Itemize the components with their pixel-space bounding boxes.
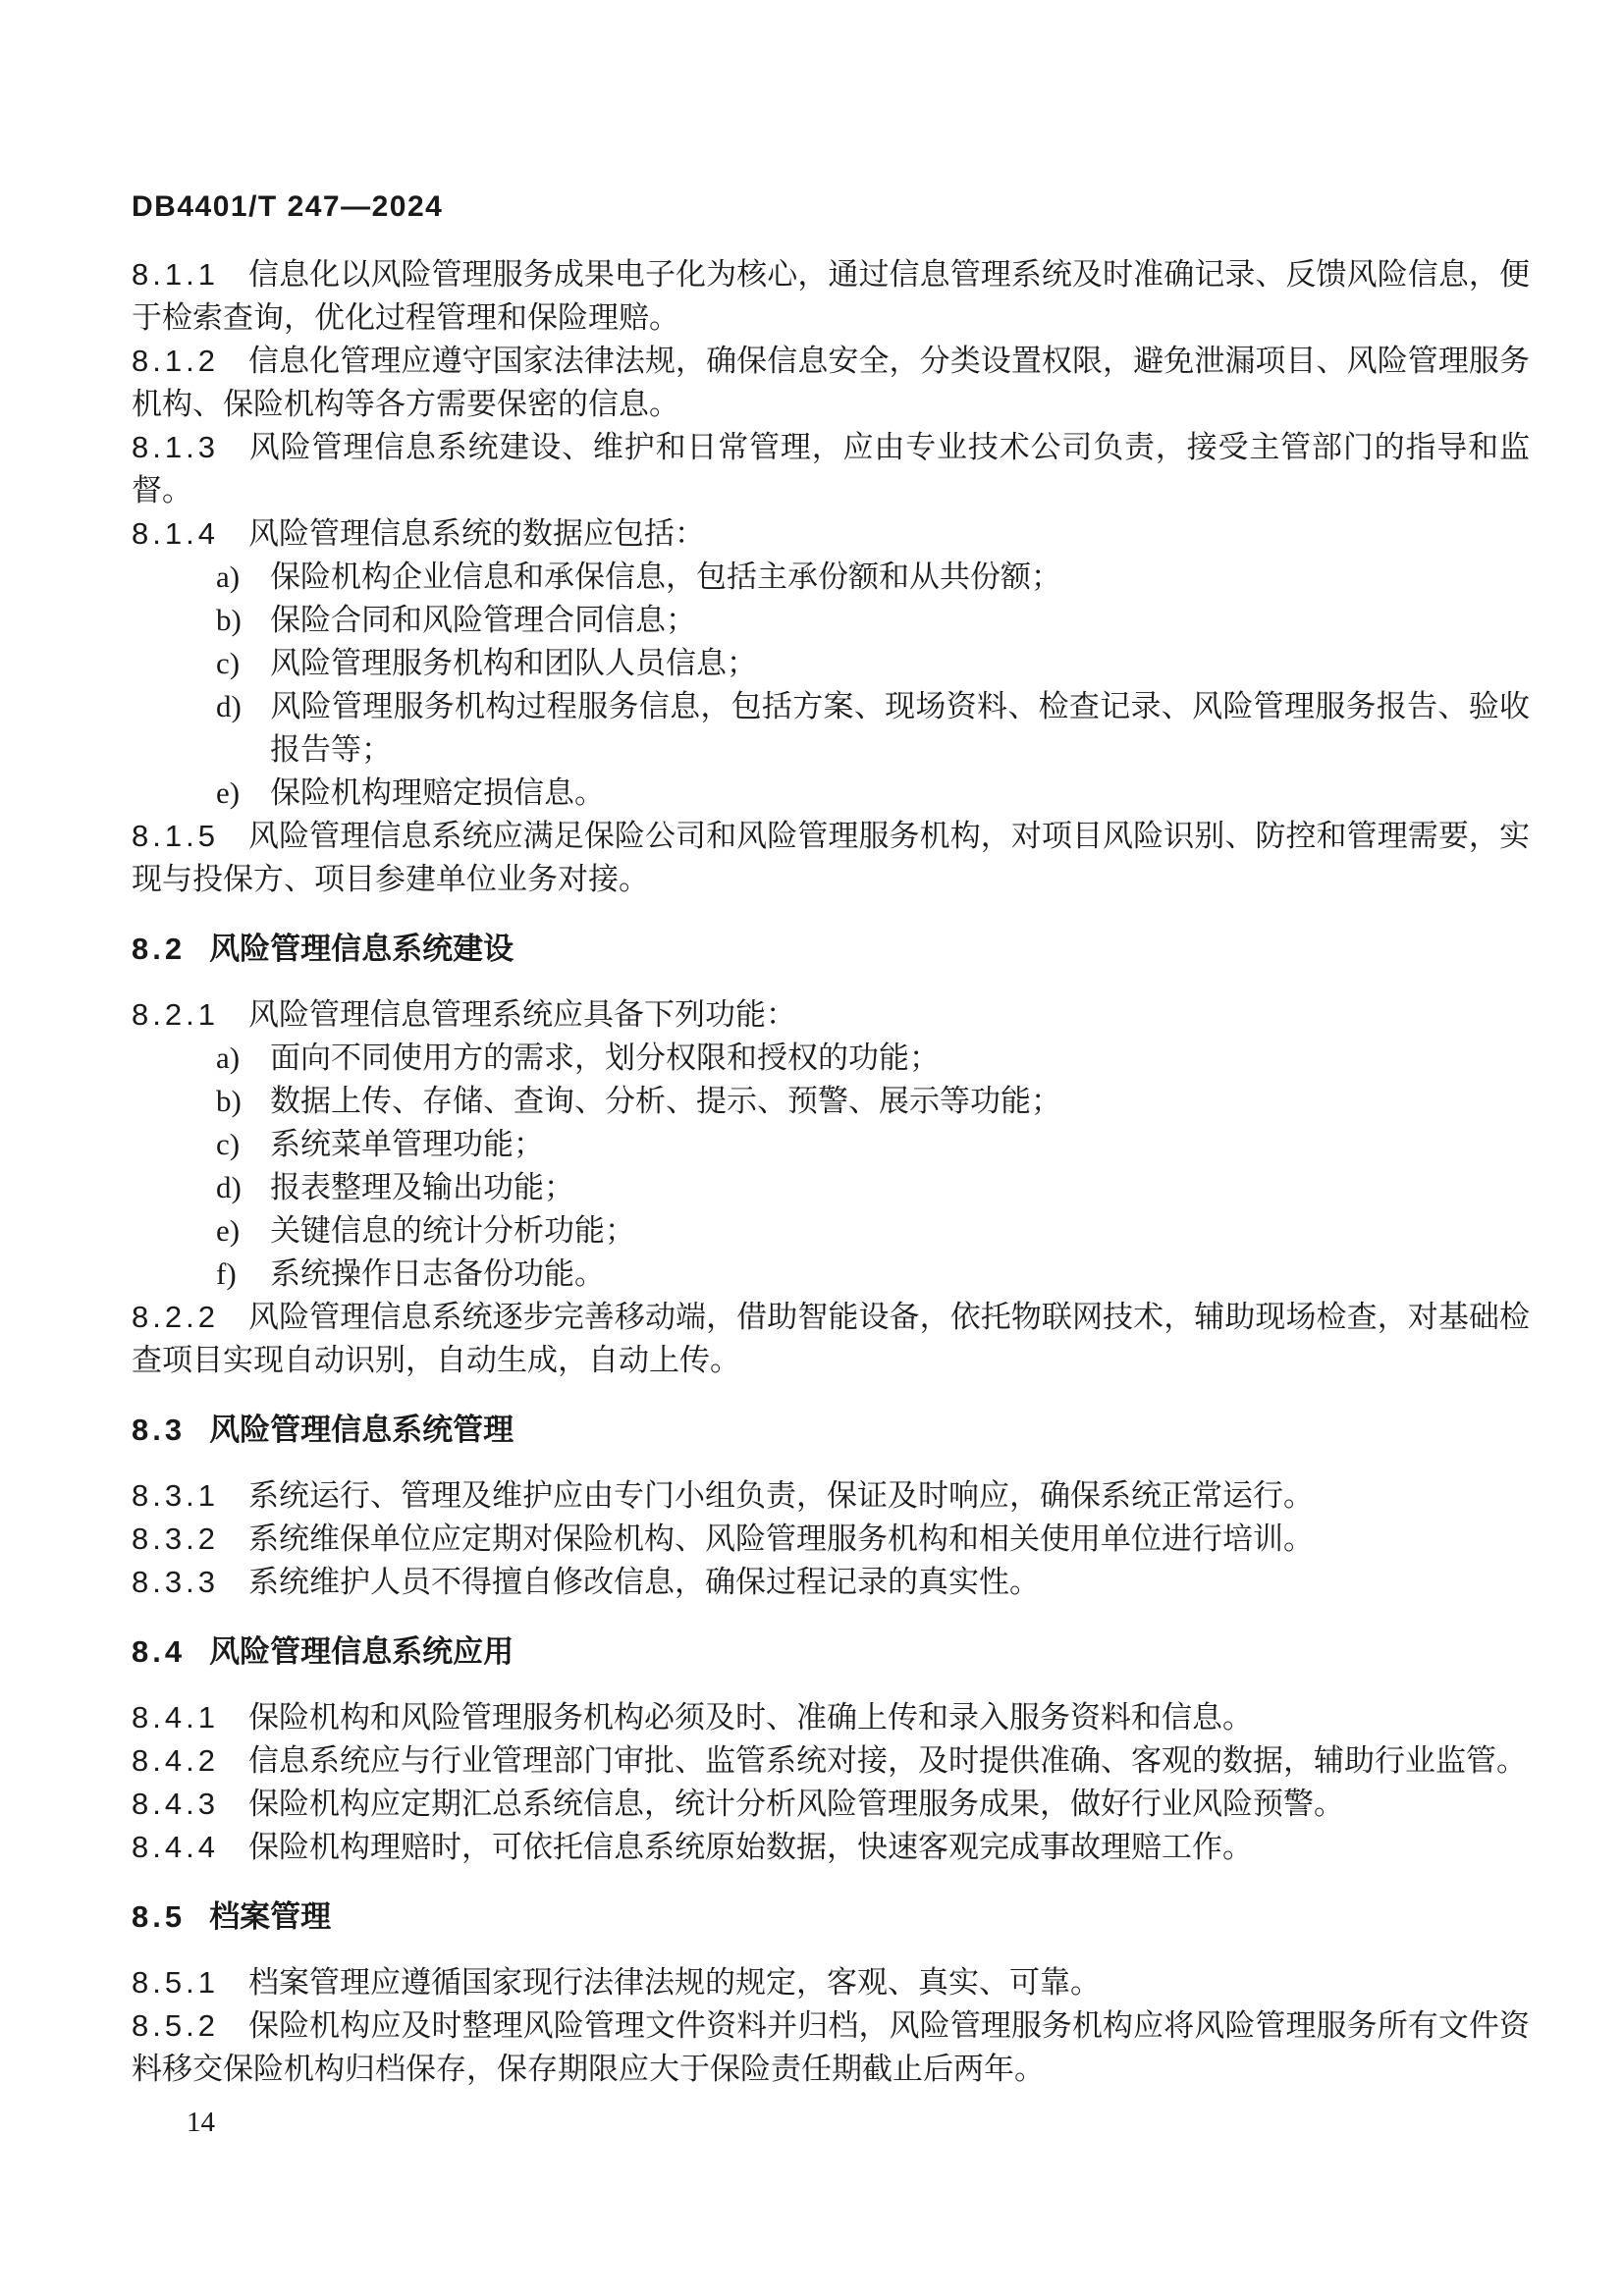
list-item-c [216,642,1530,685]
heading-title: 档案管理 [209,1899,332,1934]
list-item-c [216,1123,1530,1166]
clause-number: 8.1.5 [132,819,219,853]
list-item-label: d) [216,1170,242,1204]
section-heading-8.4 [132,1630,1530,1674]
list-item-text: 保险机构理赔定损信息。 [270,775,605,810]
list-item-label: a) [216,560,241,594]
list-item-e [216,772,1530,815]
list-item-text: 系统操作日志备份功能。 [270,1256,605,1291]
list-item-b [216,1080,1530,1123]
clause-text: 系统维护人员不得擅自修改信息，确保过程记录的真实性。 [247,1565,1040,1599]
list-item-label: b) [216,603,242,637]
clause-number: 8.1.1 [132,257,219,292]
list-item-label: a) [216,1041,241,1075]
clause-number: 8.4.3 [132,1787,219,1821]
clause-8.1.3 [132,426,1530,512]
list-item-label: e) [216,1213,241,1248]
list [132,1037,1530,1296]
clause-text: 信息化以风险管理服务成果电子化为核心，通过信息管理系统及时准确记录、反馈风险信息，便于检索查询，优化过程管理和保险理赔。 [132,257,1530,335]
list-item-d [216,1166,1530,1209]
clause-number: 8.5.1 [132,1965,219,2000]
clause-number: 8.4.2 [132,1743,219,1778]
clause-8.3.2 [132,1518,1530,1561]
list-item-f [216,1253,1530,1296]
list-item-a [216,556,1530,599]
heading-number: 8.5 [132,1899,187,1934]
clause-text: 风险管理信息管理系统应具备下列功能： [247,997,796,1032]
clause-8.1.1 [132,253,1530,340]
heading-number: 8.3 [132,1413,187,1447]
list-item-d [216,685,1530,772]
list-item-label: b) [216,1084,242,1118]
list-item-label: e) [216,775,241,810]
heading-number: 8.4 [132,1634,187,1669]
list-item-e [216,1209,1530,1253]
clause-text: 信息化管理应遵守国家法律法规，确保信息安全，分类设置权限，避免泄漏项目、风险管理服务机构、保险机构等各方需要保密的信息。 [132,344,1530,421]
clause-8.3.3 [132,1561,1530,1604]
clause-8.4.4 [132,1826,1530,1869]
standard-number-header: DB4401/T 247—2024 [132,190,444,223]
clause-8.1.2 [132,340,1530,426]
clause-number: 8.1.3 [132,430,219,464]
list-item-label: c) [216,646,241,680]
clause-8.1.4 [132,512,1530,556]
heading-title: 风险管理信息系统管理 [209,1413,514,1447]
clause-text: 保险机构应及时整理风险管理文件资料并归档，风险管理服务机构应将风险管理服务所有文件资料移交保险机构归档保存，保存期限应大于保险责任期截止后两年。 [132,2008,1530,2086]
clause-text: 风险管理信息系统应满足保险公司和风险管理服务机构，对项目风险识别、防控和管理需要，实现与投保方、项目参建单位业务对接。 [132,819,1530,896]
list-item-text: 面向不同使用方的需求，划分权限和授权的功能； [270,1041,940,1075]
list-item-label: c) [216,1127,241,1161]
clause-text: 档案管理应遵循国家现行法律法规的规定，客观、真实、可靠。 [247,1965,1101,2000]
clause-text: 保险机构理赔时，可依托信息系统原始数据，快速客观完成事故理赔工作。 [247,1830,1253,1864]
clause-8.3.1 [132,1474,1530,1518]
list-item-label: d) [216,689,242,723]
clause-number: 8.3.1 [132,1478,219,1513]
clause-number: 8.3.3 [132,1565,219,1599]
clause-8.4.3 [132,1783,1530,1826]
clause-text: 风险管理信息系统建设、维护和日常管理，应由专业技术公司负责，接受主管部门的指导和监督。 [132,430,1530,507]
heading-title: 风险管理信息系统应用 [209,1634,514,1669]
list-item-a [216,1037,1530,1080]
clause-number: 8.1.2 [132,344,219,378]
clause-8.5.2 [132,2004,1530,2091]
list-item-b [216,599,1530,642]
clause-text: 风险管理信息系统逐步完善移动端，借助智能设备，依托物联网技术，辅助现场检查，对基础检查项目实现自动识别，自动生成，自动上传。 [132,1300,1530,1377]
clause-8.4.2 [132,1739,1530,1783]
clause-8.2.1 [132,993,1530,1037]
list-item-text: 系统菜单管理功能； [270,1127,544,1161]
clause-number: 8.3.2 [132,1522,219,1556]
clause-number: 8.4.1 [132,1700,219,1735]
section-heading-8.2 [132,928,1530,971]
clause-number: 8.5.2 [132,2008,219,2043]
clause-8.4.1 [132,1696,1530,1739]
list-item-text: 数据上传、存储、查询、分析、提示、预警、展示等功能； [270,1084,1061,1118]
clause-text: 保险机构和风险管理服务机构必须及时、准确上传和录入服务资料和信息。 [247,1700,1253,1735]
list-item-label: f) [216,1256,237,1291]
clause-8.5.1 [132,1961,1530,2004]
clause-text: 信息系统应与行业管理部门审批、监管系统对接，及时提供准确、客观的数据，辅助行业监管。 [247,1743,1527,1778]
heading-number: 8.2 [132,932,187,966]
page-number: 14 [187,2107,215,2138]
list-item-text: 保险机构企业信息和承保信息，包括主承份额和从共份额； [270,560,1061,594]
clause-number: 8.1.4 [132,516,219,551]
section-heading-8.5 [132,1896,1530,1939]
list-item-text: 风险管理服务机构过程服务信息，包括方案、现场资料、检查记录、风险管理服务报告、验收报告等； [270,689,1530,767]
list-item-text: 保险合同和风险管理合同信息； [270,603,696,637]
clause-text: 系统维保单位应定期对保险机构、风险管理服务机构和相关使用单位进行培训。 [247,1522,1314,1556]
clause-number: 8.4.4 [132,1830,219,1864]
clause-text: 系统运行、管理及维护应由专门小组负责，保证及时响应，确保系统正常运行。 [247,1478,1314,1513]
clause-number: 8.2.1 [132,997,219,1032]
clause-number: 8.2.2 [132,1300,219,1334]
list [132,556,1530,815]
document-body [132,253,1530,2091]
list-item-text: 报表整理及输出功能； [270,1170,574,1204]
clause-8.1.5 [132,815,1530,901]
clause-text: 保险机构应定期汇总系统信息，统计分析风险管理服务成果，做好行业风险预警。 [247,1787,1344,1821]
clause-text: 风险管理信息系统的数据应包括： [247,516,705,551]
clause-8.2.2 [132,1296,1530,1382]
heading-title: 风险管理信息系统建设 [209,932,514,966]
list-item-text: 关键信息的统计分析功能； [270,1213,635,1248]
list-item-text: 风险管理服务机构和团队人员信息； [270,646,757,680]
section-heading-8.3 [132,1409,1530,1452]
